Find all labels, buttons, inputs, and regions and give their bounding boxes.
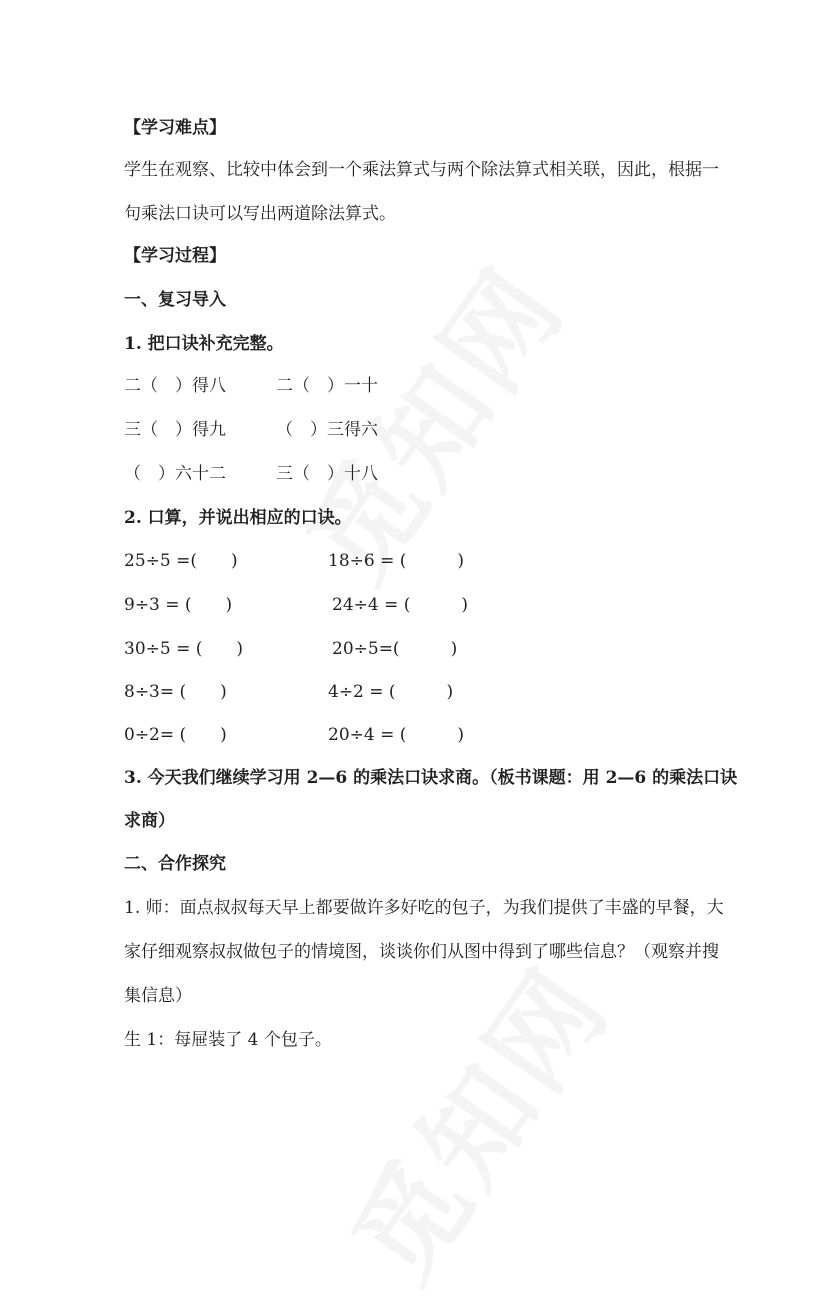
paragraph-line: 集信息） — [124, 986, 192, 1006]
koujue-item: 三（ ）十八 — [276, 464, 378, 484]
calc-item: 4÷2 = ( ) — [328, 682, 454, 702]
paragraph-line: 家仔细观察叔叔做包子的情境图，谈谈你们从图中得到了哪些信息？（观察并搜 — [124, 942, 719, 962]
section-heading-process: 【学习过程】 — [124, 246, 226, 266]
calc-item: 9÷3 = ( ) — [124, 595, 233, 615]
koujue-item: 三（ ）得九 — [124, 420, 226, 440]
calc-item: 18÷6 = ( ) — [328, 551, 465, 571]
section-heading-review: 一、复习导入 — [124, 290, 226, 310]
question-3-line: 求商） — [124, 811, 175, 831]
calc-item: 20÷4 = ( ) — [328, 725, 465, 745]
calc-item: 25÷5 =( ) — [124, 551, 238, 571]
question-3-line: 3. 今天我们继续学习用 2—6 的乘法口诀求商。（板书课题：用 2—6 的乘法口诀 — [124, 768, 738, 788]
calc-item: 24÷4 = ( ) — [332, 595, 469, 615]
paragraph-line: 句乘法口诀可以写出两道除法算式。 — [124, 204, 396, 224]
koujue-item: 二（ ）一十 — [276, 376, 378, 396]
koujue-item: 二（ ）得八 — [124, 376, 226, 396]
koujue-item: （ ）六十二 — [124, 464, 226, 484]
student-answer-line: 生 1：每屉装了 4 个包子。 — [124, 1030, 332, 1050]
paragraph-line: 学生在观察、比较中体会到一个乘法算式与两个除法算式相关联，因此，根据一 — [124, 160, 719, 180]
koujue-item: （ ）三得六 — [276, 420, 378, 440]
calc-item: 20÷5=( ) — [332, 639, 458, 659]
section-heading-explore: 二、合作探究 — [124, 854, 226, 874]
section-heading-difficulty: 【学习难点】 — [124, 118, 226, 138]
calc-item: 30÷5 = ( ) — [124, 639, 244, 659]
calc-item: 8÷3= ( ) — [124, 682, 227, 702]
watermark — [309, 931, 638, 1307]
calc-item: 0÷2= ( ) — [124, 725, 227, 745]
question-1-title: 1. 把口诀补充完整。 — [124, 334, 284, 354]
question-2-title: 2. 口算，并说出相应的口诀。 — [124, 508, 352, 528]
paragraph-line: 1. 师：面点叔叔每天早上都要做许多好吃的包子，为我们提供了丰盛的早餐，大 — [124, 898, 724, 918]
